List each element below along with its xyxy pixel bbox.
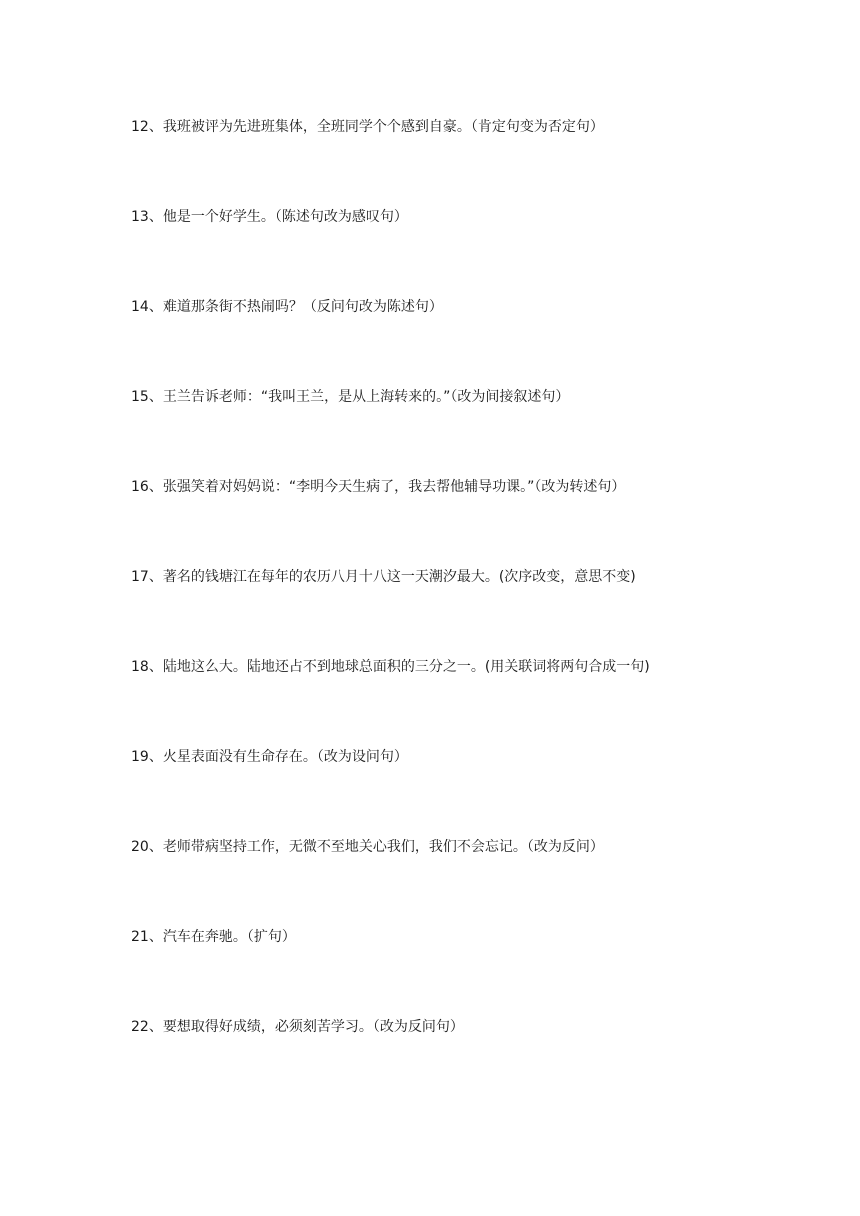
question-17: 17、著名的钱塘江在每年的农历八月十八这一天潮汐最大。(次序改变，意思不变): [131, 569, 636, 585]
question-20: 20、老师带病坚持工作，无微不至地关心我们，我们不会忘记。（改为反问）: [131, 839, 604, 855]
question-21: 21、汽车在奔驰。（扩句）: [131, 929, 296, 945]
question-15: 15、王兰告诉老师：“我叫王兰，是从上海转来的。”（改为间接叙述句）: [131, 389, 570, 405]
question-19: 19、火星表面没有生命存在。（改为设问句）: [131, 749, 408, 765]
question-12: 12、我班被评为先进班集体，全班同学个个感到自豪。（肯定句变为否定句）: [131, 119, 604, 135]
question-list: [131, 116, 831, 1106]
question-13: 13、他是一个好学生。（陈述句改为感叹句）: [131, 209, 408, 225]
question-16: 16、张强笑着对妈妈说：“李明今天生病了，我去帮他辅导功课。”（改为转述句）: [131, 479, 626, 495]
question-14: 14、难道那条街不热闹吗？（反问句改为陈述句）: [131, 299, 443, 315]
question-22: 22、要想取得好成绩，必须刻苦学习。（改为反问句）: [131, 1019, 464, 1035]
question-18: 18、陆地这么大。陆地还占不到地球总面积的三分之一。(用关联词将两句合成一句): [131, 659, 650, 675]
